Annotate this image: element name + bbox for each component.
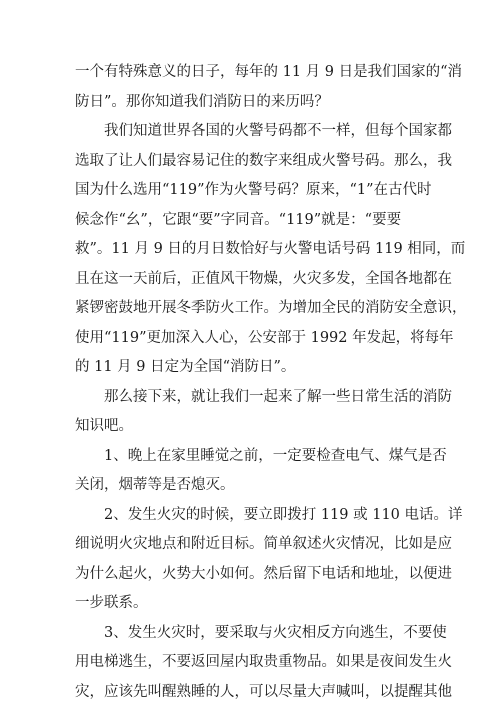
text-line: 用电梯逃生，不要返回屋内取贵重物品。如果是夜间发生火 bbox=[75, 654, 452, 670]
text-line: 候念作“幺”，它跟“要”字同音。“119”就是：“要要 bbox=[75, 211, 402, 228]
text-line: 3、发生火灾时，要采取与火灾相反方向逃生，不要使 bbox=[104, 624, 447, 641]
text-line: 国为什么选用“119”作为火警号码？原来，“1”在古代时 bbox=[75, 182, 432, 198]
text-line: 且在这一天前后，正值风干物燥，火灾多发，全国各地都在 bbox=[75, 270, 452, 287]
document-page bbox=[75, 58, 467, 707]
text-line: 救”。11 月 9 日的月日数恰好与火警电话号码 119 相同，而 bbox=[75, 241, 466, 257]
text-line: 选取了让人们最容易记住的数字来组成火警号码。那么，我 bbox=[75, 152, 452, 169]
text-line: 为什么起火，火势大小如何。然后留下电话和地址，以便进 bbox=[75, 565, 452, 582]
text-line: 关闭，烟蒂等是否熄灭。 bbox=[75, 477, 235, 493]
text-line: 防日”。那你知道我们消防日的来历吗？ bbox=[75, 93, 329, 110]
text-line: 的 11 月 9 日定为全国“消防日”。 bbox=[75, 359, 296, 375]
text-line: 1、晚上在家里睡觉之前，一定要检查电气、煤气是否 bbox=[104, 447, 447, 464]
text-line: 2、发生火灾的时候，要立即拨打 119 或 110 电话。详 bbox=[104, 506, 463, 523]
text-line: 我们知道世界各国的火警号码都不一样，但每个国家都 bbox=[104, 123, 452, 139]
text-line: 灾，应该先叫醒熟睡的人，可以尽量大声喊叫，以提醒其他 bbox=[75, 683, 452, 700]
text-line: 细说明火灾地点和附近目标。简单叙述火灾情况，比如是应 bbox=[75, 536, 452, 552]
text-line: 紧锣密鼓地开展冬季防火工作。为增加全民的消防安全意识， bbox=[75, 300, 467, 316]
text-line: 那么接下来，就让我们一起来了解一些日常生活的消防 bbox=[104, 388, 452, 405]
text-line: 知识吧。 bbox=[75, 418, 133, 434]
text-line: 使用“119”更加深入人心，公安部于 1992 年发起，将每年 bbox=[75, 329, 454, 346]
text-line: 一步联系。 bbox=[75, 595, 148, 611]
text-line: 一个有特殊意义的日子，每年的 11 月 9 日是我们国家的“消 bbox=[75, 64, 463, 80]
